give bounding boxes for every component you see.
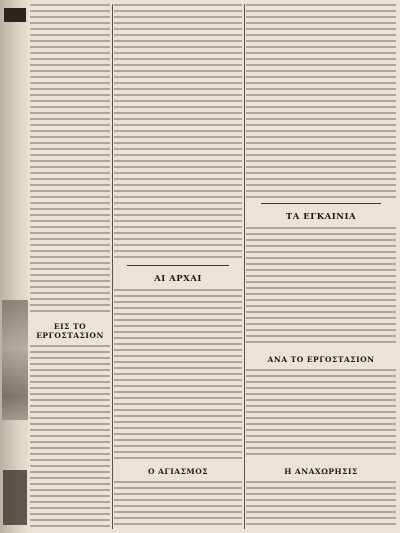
- section-heading: Ο ΑΓΙΑΣΜΟΣ: [147, 467, 209, 476]
- section-heading: ΤΑ ΕΓΚΑΙΝΙΑ: [285, 212, 357, 222]
- article-text: [246, 481, 396, 529]
- article-text: [246, 369, 396, 459]
- column-rule: [244, 4, 245, 529]
- section-heading: ΑΝΑ ΤΟ ΕΡΓΟΣΤΑΣΙΟΝ: [267, 355, 375, 364]
- section-heading: Η ΑΝΑΧΩΡΗΣΙΣ: [284, 467, 358, 476]
- divider: [127, 265, 229, 266]
- article-text: [114, 4, 242, 262]
- column-1: [30, 4, 110, 529]
- article-text: [30, 345, 110, 529]
- margin-mark-top: [4, 8, 26, 22]
- section-heading: ΕΙΣ ΤΟ ΕΡΓΟΣΤΑΣΙΟΝ: [36, 322, 104, 340]
- article-text: [246, 227, 396, 347]
- column-2: [114, 4, 242, 529]
- section-heading: ΑΙ ΑΡΧΑΙ: [154, 274, 202, 284]
- divider: [261, 203, 381, 204]
- article-text: [114, 481, 242, 529]
- left-margin-edge: [0, 0, 28, 533]
- column-rule: [112, 4, 113, 529]
- column-3: [246, 4, 396, 529]
- margin-mark-bottom: [3, 470, 27, 525]
- margin-photo-fragment: [2, 300, 28, 420]
- article-text: [30, 4, 110, 314]
- article-text: [114, 289, 242, 459]
- article-text: [246, 4, 396, 200]
